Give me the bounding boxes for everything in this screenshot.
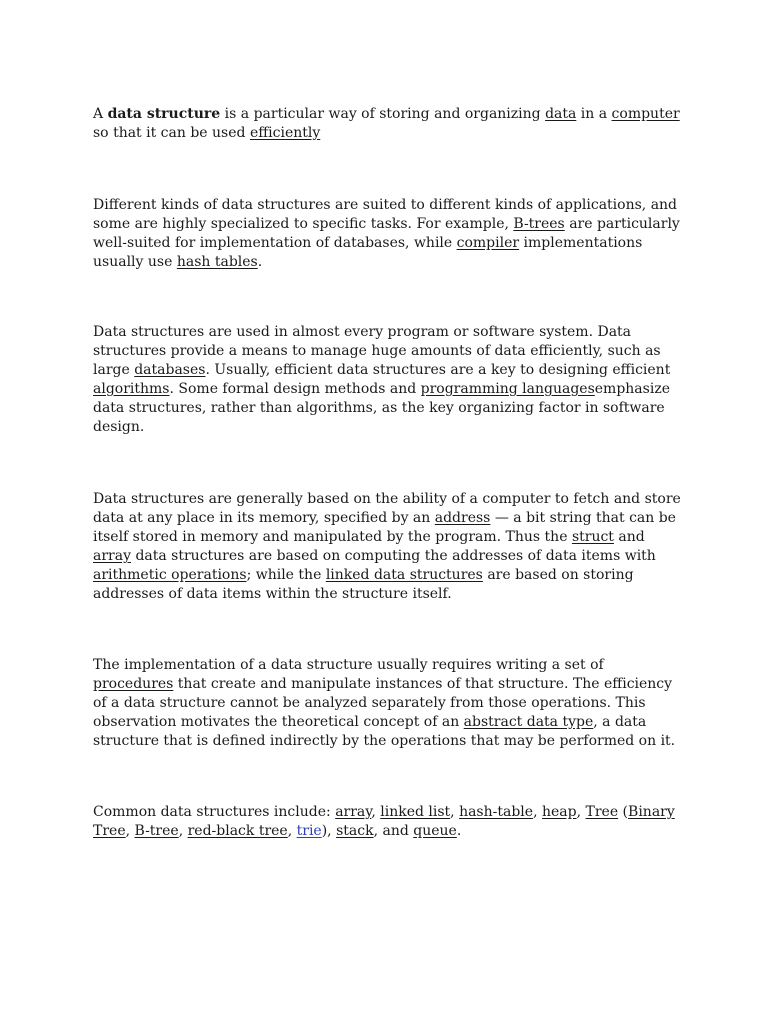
link-array[interactable]: array bbox=[93, 548, 131, 564]
bold-term: data structure bbox=[107, 106, 221, 122]
text-run: Data structures are used in almost every program or software system. Data structures provide a means to manage huge amounts of data efficiently, such as large bbox=[93, 324, 661, 378]
link-tree[interactable]: Tree bbox=[585, 804, 619, 820]
text-run: Common data structures include: bbox=[93, 804, 336, 820]
text-run: ; while the bbox=[246, 567, 326, 583]
text-run: , bbox=[450, 804, 460, 820]
text-run: Data structures are generally based on the ability of a computer to fetch and store data at any place in its memory, specified by an bbox=[93, 491, 681, 526]
text-run: and bbox=[613, 529, 645, 545]
paragraph-usage bbox=[93, 323, 683, 437]
link-hash-table[interactable]: hash-table bbox=[459, 804, 534, 820]
link-array[interactable]: array bbox=[335, 804, 372, 820]
text-run: . Some formal design methods and bbox=[169, 381, 421, 397]
link-b-tree[interactable]: B-tree bbox=[134, 823, 179, 839]
text-run: , bbox=[371, 804, 381, 820]
link-computer[interactable]: computer bbox=[611, 106, 680, 122]
text-run: . Usually, efficient data structures are a key to designing efficient bbox=[205, 362, 671, 378]
text-run: . bbox=[257, 254, 263, 270]
text-run: , bbox=[576, 804, 586, 820]
text-run: implementations usually use bbox=[93, 235, 643, 270]
link-red-black-tree[interactable]: red-black tree bbox=[187, 823, 288, 839]
link-algorithms[interactable]: algorithms bbox=[93, 381, 170, 397]
text-run: ( bbox=[618, 804, 629, 820]
text-run: ), bbox=[321, 823, 337, 839]
text-run: , bbox=[287, 823, 297, 839]
paragraph-kinds bbox=[93, 196, 683, 272]
link-struct[interactable]: struct bbox=[571, 529, 614, 545]
link-hash-tables[interactable]: hash tables bbox=[176, 254, 258, 270]
link-heap[interactable]: heap bbox=[541, 804, 577, 820]
text-run: The implementation of a data structure usually requires writing a set of bbox=[93, 657, 604, 673]
text-run: in a bbox=[576, 106, 612, 122]
paragraph-implementation bbox=[93, 656, 683, 751]
text-run: so that it can be used bbox=[93, 125, 250, 141]
link-binary-tree[interactable]: Binary Tree bbox=[93, 804, 675, 839]
paragraph-memory bbox=[93, 490, 683, 604]
text-run: , bbox=[178, 823, 188, 839]
text-run: that create and manipulate instances of that structure. The efficiency of a data structure cannot be analyzed separately from those operations. This observation motivates the theoretical concept of an bbox=[93, 676, 673, 730]
text-run: , bbox=[533, 804, 542, 820]
text-run: A bbox=[93, 106, 108, 122]
paragraph-definition bbox=[93, 105, 683, 143]
text-run: is a particular way of storing and organizing bbox=[220, 106, 546, 122]
text-run: emphasize data structures, rather than algorithms, as the key organizing factor in software design. bbox=[93, 381, 670, 435]
link-linked-list[interactable]: linked list bbox=[380, 804, 451, 820]
text-run: are particularly well-suited for implementation of databases, while bbox=[93, 216, 680, 251]
link-databases[interactable]: databases bbox=[134, 362, 206, 378]
text-run: , a data structure that is defined indirectly by the operations that may be performed on it. bbox=[93, 714, 676, 749]
text-run: — a bit string that can be itself stored in memory and manipulated by the program. Thus the bbox=[93, 510, 676, 545]
link-efficiently[interactable]: efficiently bbox=[249, 125, 321, 141]
link-arithmetic-operations[interactable]: arithmetic operations bbox=[93, 567, 247, 583]
link-abstract-data-type[interactable]: abstract data type bbox=[463, 714, 594, 730]
link-b-trees[interactable]: B-trees bbox=[513, 216, 565, 232]
link-compiler[interactable]: compiler bbox=[456, 235, 520, 251]
link-stack[interactable]: stack bbox=[336, 823, 374, 839]
link-linked-data-structures[interactable]: linked data structures bbox=[325, 567, 483, 583]
text-run: Different kinds of data structures are suited to different kinds of applications, and some are highly specialized to specific tasks. For example, bbox=[93, 197, 678, 232]
text-run: data structures are based on computing the addresses of data items with bbox=[131, 548, 656, 564]
link-data[interactable]: data bbox=[545, 106, 577, 122]
link-queue[interactable]: queue bbox=[413, 823, 457, 839]
text-run: , and bbox=[373, 823, 414, 839]
text-run: , bbox=[125, 823, 135, 839]
link-procedures[interactable]: procedures bbox=[93, 676, 174, 692]
paragraph-common-structures bbox=[93, 803, 683, 841]
text-run: are based on storing addresses of data items within the structure itself. bbox=[93, 567, 634, 602]
text-run: . bbox=[456, 823, 462, 839]
link-programming-languages[interactable]: programming languages bbox=[420, 381, 595, 397]
link-trie[interactable]: trie bbox=[296, 823, 322, 839]
link-address[interactable]: address bbox=[434, 510, 491, 526]
